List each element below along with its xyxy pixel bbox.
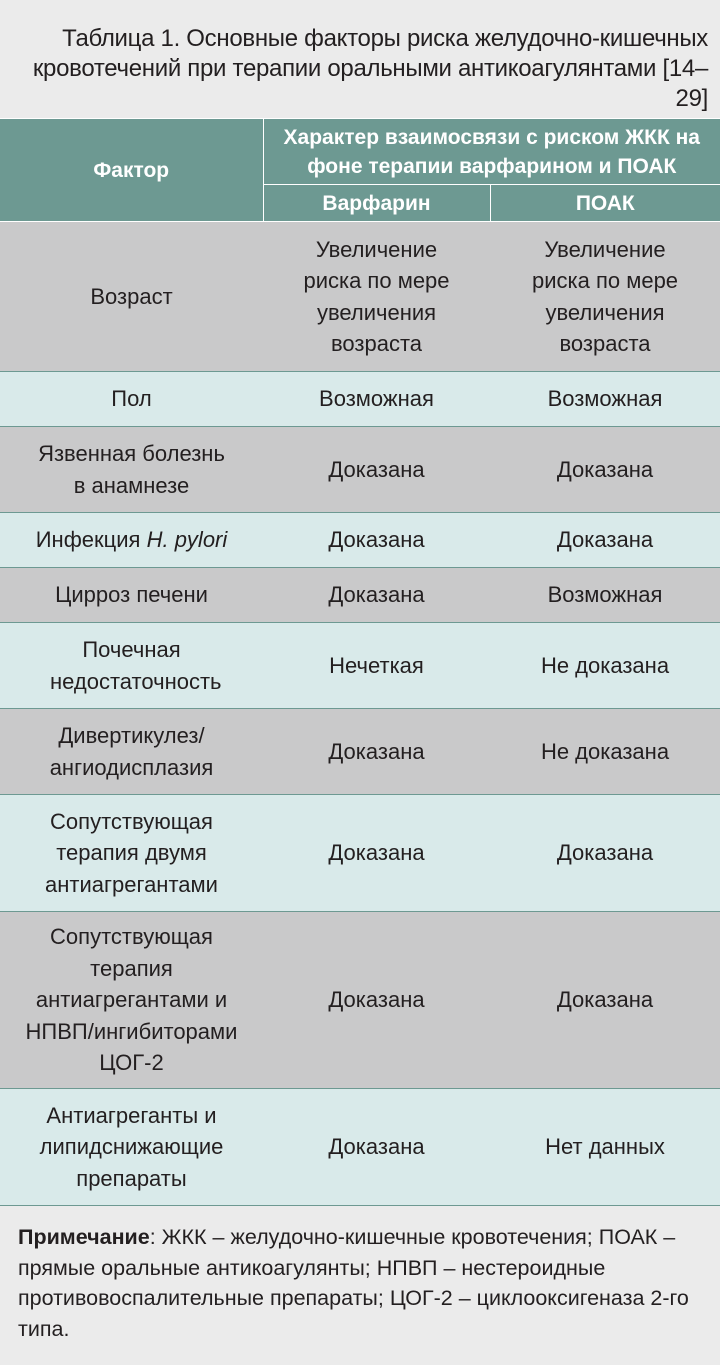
note-label: Примечание xyxy=(18,1225,150,1249)
table-row xyxy=(0,795,720,912)
table-row xyxy=(0,623,720,709)
risk-factors-table xyxy=(0,118,720,1206)
header-group: Характер взаимосвязи с риском ЖКК на фоне терапии варфарином и ПОАК xyxy=(263,119,720,185)
factor-cell: Пол xyxy=(0,372,263,427)
warfarin-cell: Доказана xyxy=(263,1089,490,1206)
table-note xyxy=(0,1214,720,1365)
doac-cell: Не доказана xyxy=(490,623,720,709)
factor-cell: Антиагреганты и липидснижающие препараты xyxy=(0,1089,263,1206)
factor-cell: Почечная недостаточность xyxy=(0,623,263,709)
doac-cell: Доказана xyxy=(490,912,720,1089)
doac-cell: Увеличение риска по мере увеличения возраста xyxy=(490,222,720,372)
warfarin-cell: Доказана xyxy=(263,795,490,912)
warfarin-cell: Доказана xyxy=(263,709,490,795)
doac-cell: Нет данных xyxy=(490,1089,720,1206)
table-row xyxy=(0,709,720,795)
warfarin-cell: Возможная xyxy=(263,372,490,427)
header-factor: Фактор xyxy=(0,119,263,222)
doac-cell: Доказана xyxy=(490,427,720,513)
warfarin-cell: Доказана xyxy=(263,427,490,513)
factor-cell: Дивертикулез/ ангиодисплазия xyxy=(0,709,263,795)
table-row xyxy=(0,513,720,568)
note-text: : ЖКК – желудочно-кишечные кровотечения; ПОАК – прямые оральные антикоагулянты; НПВП – нестероидные противовоспалительные препараты; ЦОГ-2 – циклооксигеназа 2-го типа. xyxy=(18,1225,689,1341)
warfarin-cell: Нечеткая xyxy=(263,623,490,709)
warfarin-cell: Доказана xyxy=(263,912,490,1089)
factor-cell: Сопутствующая терапия антиагрегантами и НПВП/ингибиторами ЦОГ-2 xyxy=(0,912,263,1089)
table-row xyxy=(0,1089,720,1206)
table-row xyxy=(0,427,720,513)
factor-italic-label: H. pylori xyxy=(146,527,228,553)
table-row xyxy=(0,222,720,372)
header-warfarin: Варфарин xyxy=(263,185,490,222)
table-row xyxy=(0,568,720,623)
warfarin-cell: Доказана xyxy=(263,513,490,568)
doac-cell: Доказана xyxy=(490,513,720,568)
table-caption: Таблица 1. Основные факторы риска желудочно-кишечных кровотечений при терапии оральными антикоагулянтами [14–29] xyxy=(32,25,708,112)
factor-cell: Возраст xyxy=(0,222,263,372)
factor-cell xyxy=(0,513,263,568)
warfarin-cell: Увеличение риска по мере увеличения возраста xyxy=(263,222,490,372)
table-row xyxy=(0,912,720,1089)
table-row xyxy=(0,372,720,427)
warfarin-cell: Доказана xyxy=(263,568,490,623)
doac-cell: Возможная xyxy=(490,372,720,427)
factor-cell: Сопутствующая терапия двумя антиагрегантами xyxy=(0,795,263,912)
factor-label: Инфекция xyxy=(35,527,147,553)
factor-cell: Язвенная болезнь в анамнезе xyxy=(0,427,263,513)
doac-cell: Доказана xyxy=(490,795,720,912)
doac-cell: Возможная xyxy=(490,568,720,623)
header-doac: ПОАК xyxy=(490,185,720,222)
doac-cell: Не доказана xyxy=(490,709,720,795)
factor-cell: Цирроз печени xyxy=(0,568,263,623)
